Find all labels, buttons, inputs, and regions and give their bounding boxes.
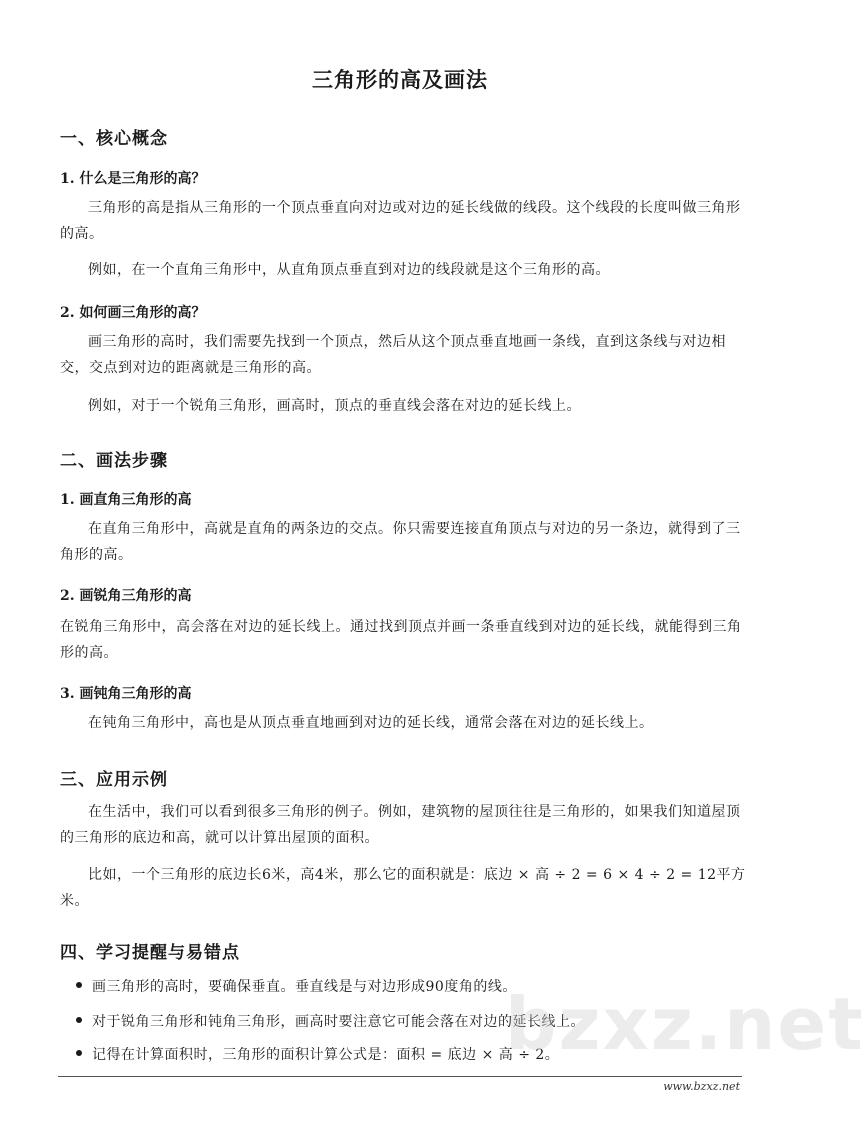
section-heading-drawing-steps: 二、画法步骤 xyxy=(60,451,168,471)
page-title: 三角形的高及画法 xyxy=(312,67,488,92)
paragraph-right-triangle-example: 例如，在一个直角三角形中，从直角顶点垂直到对边的线段就是这个三角形的高。 xyxy=(88,262,610,278)
section-heading-core-concepts: 一、核心概念 xyxy=(60,129,168,149)
bullet-icon xyxy=(76,1050,82,1056)
footer-divider xyxy=(58,1076,742,1077)
list-item-text: 画三角形的高时，要确保垂直。垂直线是与对边形成90度角的线。 xyxy=(92,979,517,995)
bullet-icon xyxy=(76,1017,82,1023)
paragraph-roof-example: 在生活中，我们可以看到很多三角形的例子。例如，建筑物的屋顶往往是三角形的，如果我们知道屋顶的三角形的底边和高，就可以计算出屋顶的面积。 xyxy=(60,804,741,846)
bullet-icon xyxy=(76,982,82,988)
paragraph-right-triangle-height: 在直角三角形中，高就是直角的两条边的交点。你只需要连接直角顶点与对边的另一条边，就得到了三角形的高。 xyxy=(60,521,741,563)
paragraph-acute-triangle-height: 在锐角三角形中，高会落在对边的延长线上。通过找到顶点并画一条垂直线到对边的延长线，就能得到三角形的高。 xyxy=(60,619,742,661)
footer-url: www.bzxz.net xyxy=(663,1080,740,1093)
list-item-text: 记得在计算面积时，三角形的面积计算公式是：面积 = 底边 × 高 ÷ 2。 xyxy=(92,1047,560,1063)
paragraph-obtuse-triangle-height: 在钝角三角形中，高也是从顶点垂直地画到对边的延长线，通常会落在对边的延长线上。 xyxy=(88,715,654,731)
paragraph-area-calculation: 比如，一个三角形的底边长6米，高4米，那么它的面积就是：底边 × 高 ÷ 2 = 6 × 4 ÷ 2 = 12平方米。 xyxy=(60,867,746,909)
paragraph-acute-triangle-example: 例如，对于一个锐角三角形，画高时，顶点的垂直线会落在对边的延长线上。 xyxy=(88,398,581,414)
subheading-how-to-draw-height: 2. 如何画三角形的高？ xyxy=(60,305,206,321)
paragraph-drawing-method: 画三角形的高时，我们需要先找到一个顶点，然后从这个顶点垂直地画一条线，直到这条线与对边相交，交点到对边的距离就是三角形的高。 xyxy=(60,334,726,376)
watermark-logo: bzxz.net xyxy=(505,982,865,1066)
section-heading-study-tips: 四、学习提醒与易错点 xyxy=(60,943,240,963)
subheading-acute-triangle-height: 2. 画锐角三角形的高 xyxy=(60,588,192,604)
subheading-right-triangle-height: 1. 画直角三角形的高 xyxy=(60,492,192,508)
list-item-text: 对于锐角三角形和钝角三角形，画高时要注意它可能会落在对边的延长线上。 xyxy=(92,1014,585,1030)
subheading-what-is-height: 1. 什么是三角形的高？ xyxy=(60,171,206,187)
section-heading-application-examples: 三、应用示例 xyxy=(60,770,168,790)
subheading-obtuse-triangle-height: 3. 画钝角三角形的高 xyxy=(60,686,192,702)
paragraph-height-definition: 三角形的高是指从三角形的一个顶点垂直向对边或对边的延长线做的线段。这个线段的长度叫做三角形的高。 xyxy=(60,200,741,242)
